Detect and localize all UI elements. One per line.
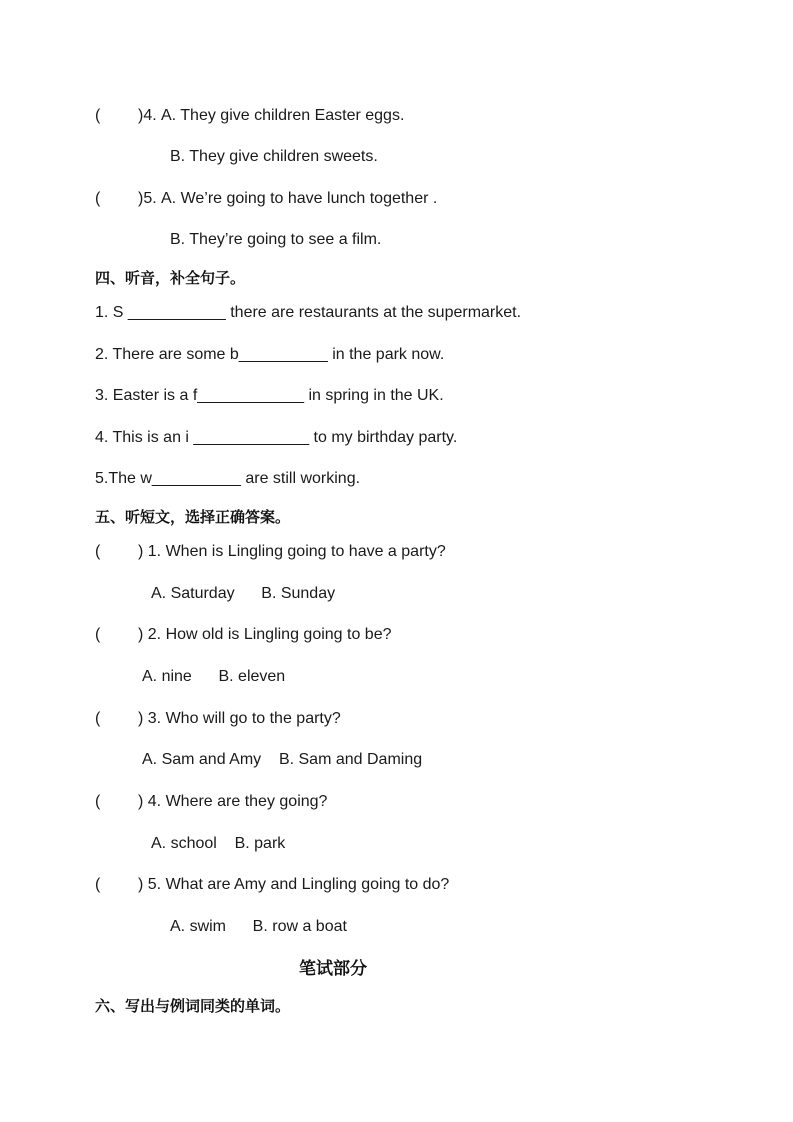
fill-blank-item: 1. S ___________ there are restaurants at the supermarket. bbox=[95, 304, 522, 321]
question-number: )4. bbox=[138, 107, 157, 124]
question-options: A. Sam and Amy B. Sam and Daming bbox=[142, 751, 423, 768]
answer-bracket-open: ( bbox=[95, 710, 101, 727]
answer-bracket-open: ( bbox=[95, 626, 101, 643]
option-a: A. We’re going to have lunch together . bbox=[161, 190, 438, 207]
fill-blank-item: 2. There are some b__________ in the park now. bbox=[95, 346, 445, 363]
section-heading-part5: 五、听短文，选择正确答案。 bbox=[95, 508, 291, 526]
question-options: A. nine B. eleven bbox=[142, 668, 286, 685]
question-text: ) 5. What are Amy and Lingling going to do? bbox=[138, 876, 450, 893]
answer-bracket-open: ( bbox=[95, 793, 101, 810]
section-heading-part4: 四、听音，补全句子。 bbox=[95, 269, 246, 287]
written-section-title: 笔试部分 bbox=[299, 959, 367, 979]
fill-blank-item: 3. Easter is a f____________ in spring in the UK. bbox=[95, 387, 444, 404]
question-number: )5. bbox=[138, 190, 157, 207]
question-text: ) 3. Who will go to the party? bbox=[138, 710, 341, 727]
option-b: B. They’re going to see a film. bbox=[170, 231, 382, 248]
option-b: B. They give children sweets. bbox=[170, 148, 378, 165]
section-heading-part6: 六、写出与例词同类的单词。 bbox=[95, 997, 291, 1015]
question-options: A. school B. park bbox=[151, 835, 286, 852]
question-text: ) 1. When is Lingling going to have a party? bbox=[138, 543, 446, 560]
answer-bracket-open: ( bbox=[95, 107, 101, 124]
question-text: ) 2. How old is Lingling going to be? bbox=[138, 626, 392, 643]
answer-bracket-open: ( bbox=[95, 876, 101, 893]
answer-bracket-open: ( bbox=[95, 543, 101, 560]
fill-blank-item: 5.The w__________ are still working. bbox=[95, 470, 361, 487]
question-text: ) 4. Where are they going? bbox=[138, 793, 328, 810]
option-a: A. They give children Easter eggs. bbox=[161, 107, 405, 124]
question-options: A. swim B. row a boat bbox=[170, 918, 347, 935]
question-options: A. Saturday B. Sunday bbox=[151, 585, 336, 602]
answer-bracket-open: ( bbox=[95, 190, 101, 207]
fill-blank-item: 4. This is an i _____________ to my birthday party. bbox=[95, 429, 458, 446]
